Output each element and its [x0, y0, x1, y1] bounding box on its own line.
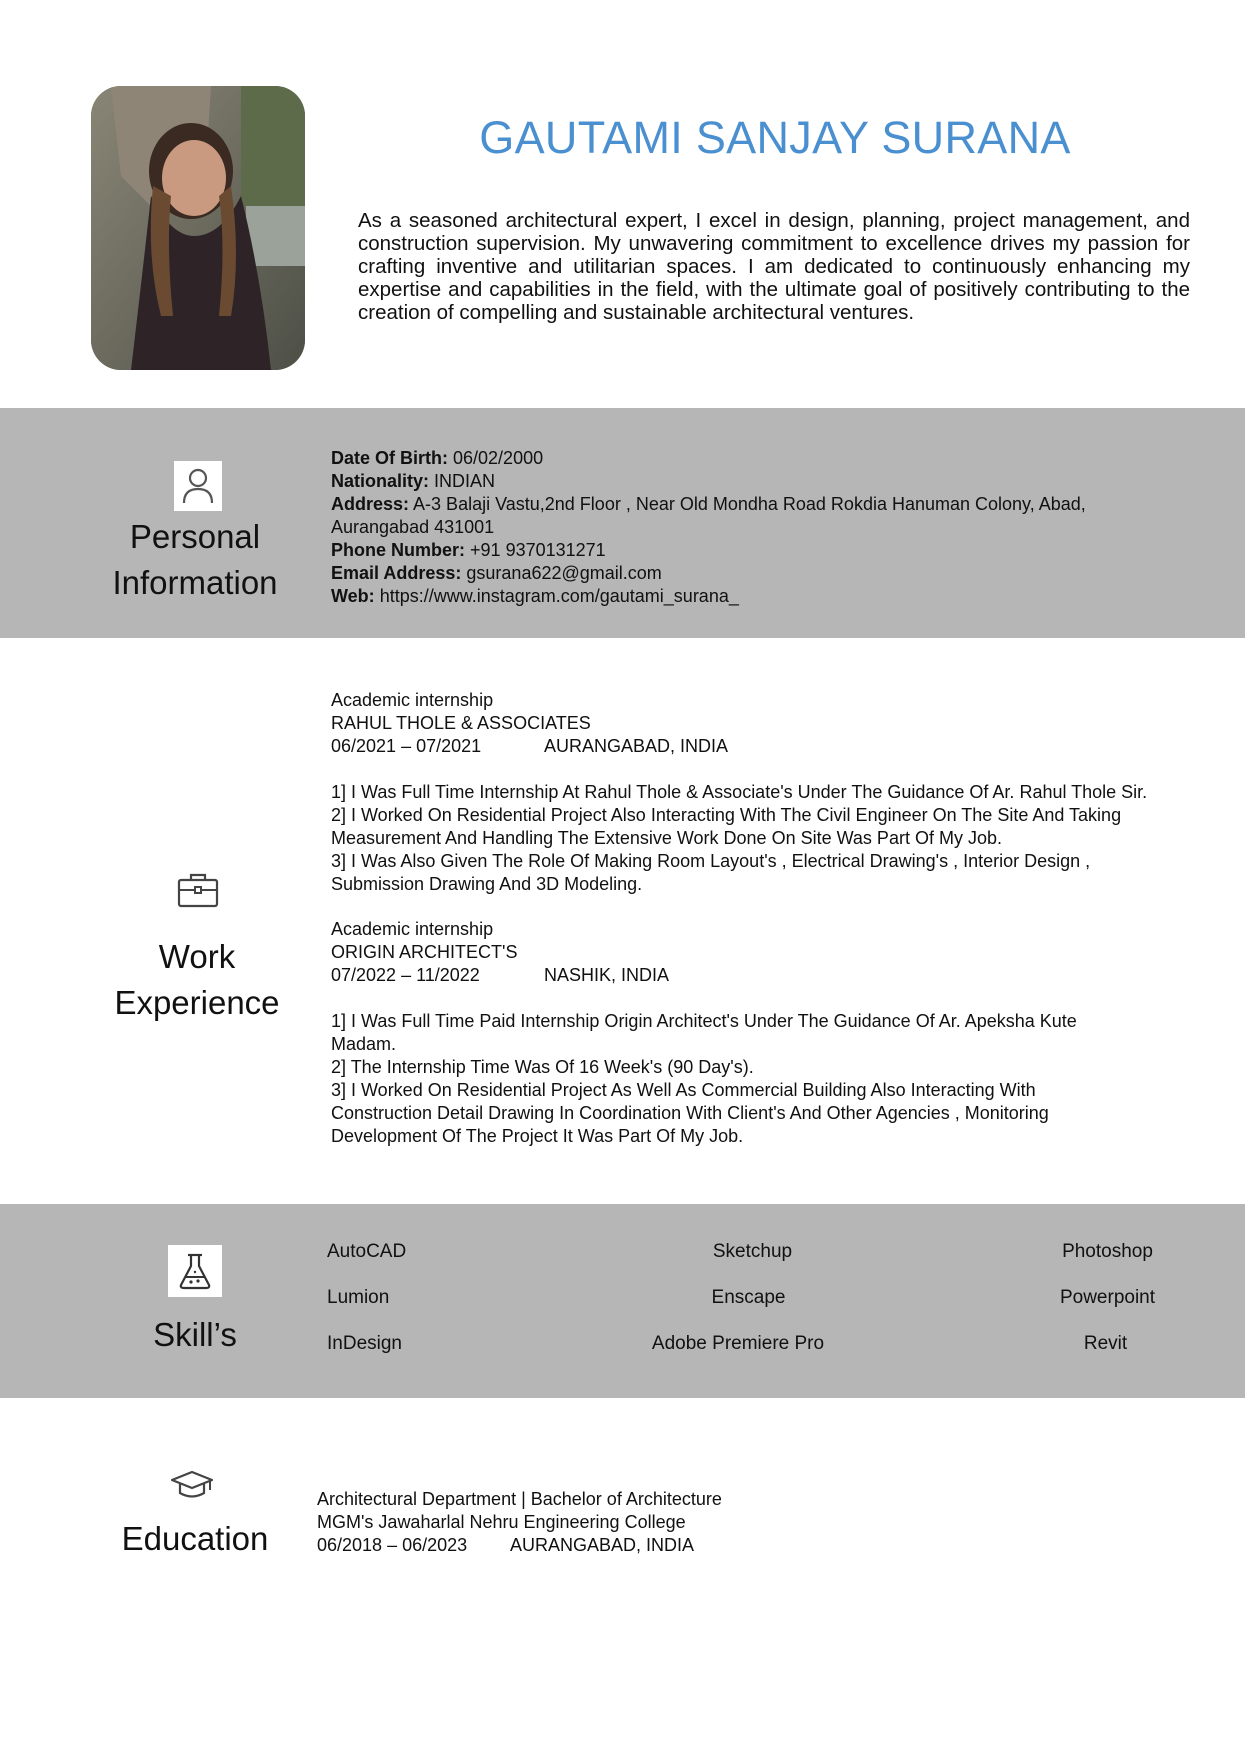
job-description-line: 2] I Worked On Residential Project Also Interacting With The Civil Engineer On The Site And Taking — [331, 805, 1122, 825]
phone-label: Phone Number: — [331, 540, 466, 560]
skill-item: Lumion — [327, 1287, 390, 1308]
skill-item: Enscape — [711, 1287, 786, 1308]
personal-info-title-line2: Information — [112, 564, 278, 601]
education-college: MGM's Jawaharlal Nehru Engineering College — [317, 1512, 686, 1532]
job-description-line: Development Of The Project It Was Part Of My Job. — [331, 1126, 744, 1146]
address-line2: Aurangabad 431001 — [331, 517, 495, 537]
nationality-row — [331, 470, 1211, 493]
job-role: Academic internship — [331, 919, 494, 939]
job-description-line: 1] I Was Full Time Internship At Rahul Thole & Associate's Under The Guidance Of Ar. Rahul Thole Sir. — [331, 782, 1148, 802]
work-experience-title — [95, 934, 299, 1026]
work-entry-1 — [331, 689, 1211, 896]
flask-icon — [175, 1251, 215, 1291]
job-location: NASHIK, INDIA — [544, 965, 670, 985]
job-description-line: 1] I Was Full Time Paid Internship Origin Architect's Under The Guidance Of Ar. Apeksha Kute — [331, 1011, 1077, 1031]
personal-info-title — [95, 514, 295, 606]
skills-title: Skill’s — [153, 1316, 237, 1353]
education-degree: Architectural Department | Bachelor of Architecture — [317, 1489, 722, 1509]
personal-info-title-line1: Personal — [129, 518, 261, 555]
web-link[interactable]: https://www.instagram.com/gautami_surana_ — [379, 586, 739, 606]
job-description-line: 3] I Worked On Residential Project As Well As Commercial Building Also Interacting With — [331, 1080, 1036, 1100]
education-location: AURANGABAD, INDIA — [510, 1535, 695, 1555]
job-description-line: Measurement And Handling The Extensive Work Done On Site Was Part Of My Job. — [331, 828, 1002, 848]
job-company: RAHUL THOLE & ASSOCIATES — [331, 713, 591, 733]
education-entry — [317, 1488, 1197, 1557]
job-description-line: Madam. — [331, 1034, 397, 1054]
profile-photo-image — [91, 86, 305, 370]
skill-item: AutoCAD — [327, 1241, 407, 1262]
address-label: Address: — [331, 494, 410, 514]
job-meta — [331, 735, 1211, 758]
user-icon — [181, 467, 215, 505]
address-line1: A-3 Balaji Vastu,2nd Floor , Near Old Mondha Road Rokdia Hanuman Colony, Abad, — [413, 494, 1086, 514]
phone-value: +91 9370131271 — [470, 540, 606, 560]
email-link[interactable]: gsurana622@gmail.com — [466, 563, 662, 583]
graduation-cap-icon-box — [170, 1468, 214, 1509]
job-dates: 07/2022 – 11/2022 — [331, 965, 480, 985]
job-role: Academic internship — [331, 690, 494, 710]
work-entry-2 — [331, 918, 1211, 1148]
education-meta — [317, 1534, 1197, 1557]
email-row — [331, 562, 1211, 585]
skill-item: Photoshop — [1062, 1241, 1153, 1262]
job-description-line: 3] I Was Also Given The Role Of Making Room Layout's , Electrical Drawing's , Interior Design , — [331, 851, 1091, 871]
job-dates: 06/2021 – 07/2021 — [331, 736, 482, 756]
nationality-label: Nationality: — [331, 471, 430, 491]
dob-value: 06/02/2000 — [453, 448, 544, 468]
skill-item: Adobe Premiere Pro — [651, 1333, 825, 1354]
personal-info-details — [331, 447, 1211, 608]
user-icon-box — [174, 461, 222, 511]
job-location: AURANGABAD, INDIA — [544, 736, 729, 756]
web-label: Web: — [331, 586, 375, 606]
job-meta — [331, 964, 1211, 987]
job-description-line: 2] The Internship Time Was Of 16 Week's (90 Day's). — [331, 1057, 754, 1077]
skill-item: Sketchup — [712, 1241, 793, 1262]
nationality-value: INDIAN — [434, 471, 496, 491]
profile-summary: As a seasoned architectural expert, I excel in design, planning, project management, and construction supervision. My unwavering commitment to excellence drives my passion for crafting inventive and utilitarian spaces. I am dedicated to continuously enhancing my expertise and capabilities in the field, with the ultimate goal of positively contributing to the creation of compelling and sustainable architectural ventures. — [358, 209, 1190, 324]
phone-row — [331, 539, 1211, 562]
skill-item: Powerpoint — [1059, 1287, 1156, 1308]
dob-row — [331, 447, 1211, 470]
briefcase-icon-box — [176, 870, 220, 915]
job-description-line: Construction Detail Drawing In Coordination With Client's And Other Agencies , Monitoring — [331, 1103, 1049, 1123]
candidate-name: GAUTAMI SANJAY SURANA — [479, 112, 1071, 163]
job-description-line: Submission Drawing And 3D Modeling. — [331, 874, 643, 894]
education-title: Education — [121, 1520, 269, 1557]
briefcase-icon — [176, 870, 220, 910]
job-company: ORIGIN ARCHITECT'S — [331, 942, 518, 962]
graduation-cap-icon — [170, 1468, 214, 1504]
dob-label: Date Of Birth: — [331, 448, 448, 468]
skill-item: InDesign — [327, 1333, 402, 1354]
work-experience-title-line2: Experience — [114, 984, 280, 1021]
flask-icon-box — [168, 1245, 222, 1297]
email-label: Email Address: — [331, 563, 462, 583]
skill-item: Revit — [1083, 1333, 1128, 1354]
web-row — [331, 585, 1211, 608]
profile-photo — [91, 86, 305, 370]
work-experience-title-line1: Work — [158, 938, 236, 975]
address-row — [331, 493, 1211, 516]
education-dates: 06/2018 – 06/2023 — [317, 1535, 468, 1555]
